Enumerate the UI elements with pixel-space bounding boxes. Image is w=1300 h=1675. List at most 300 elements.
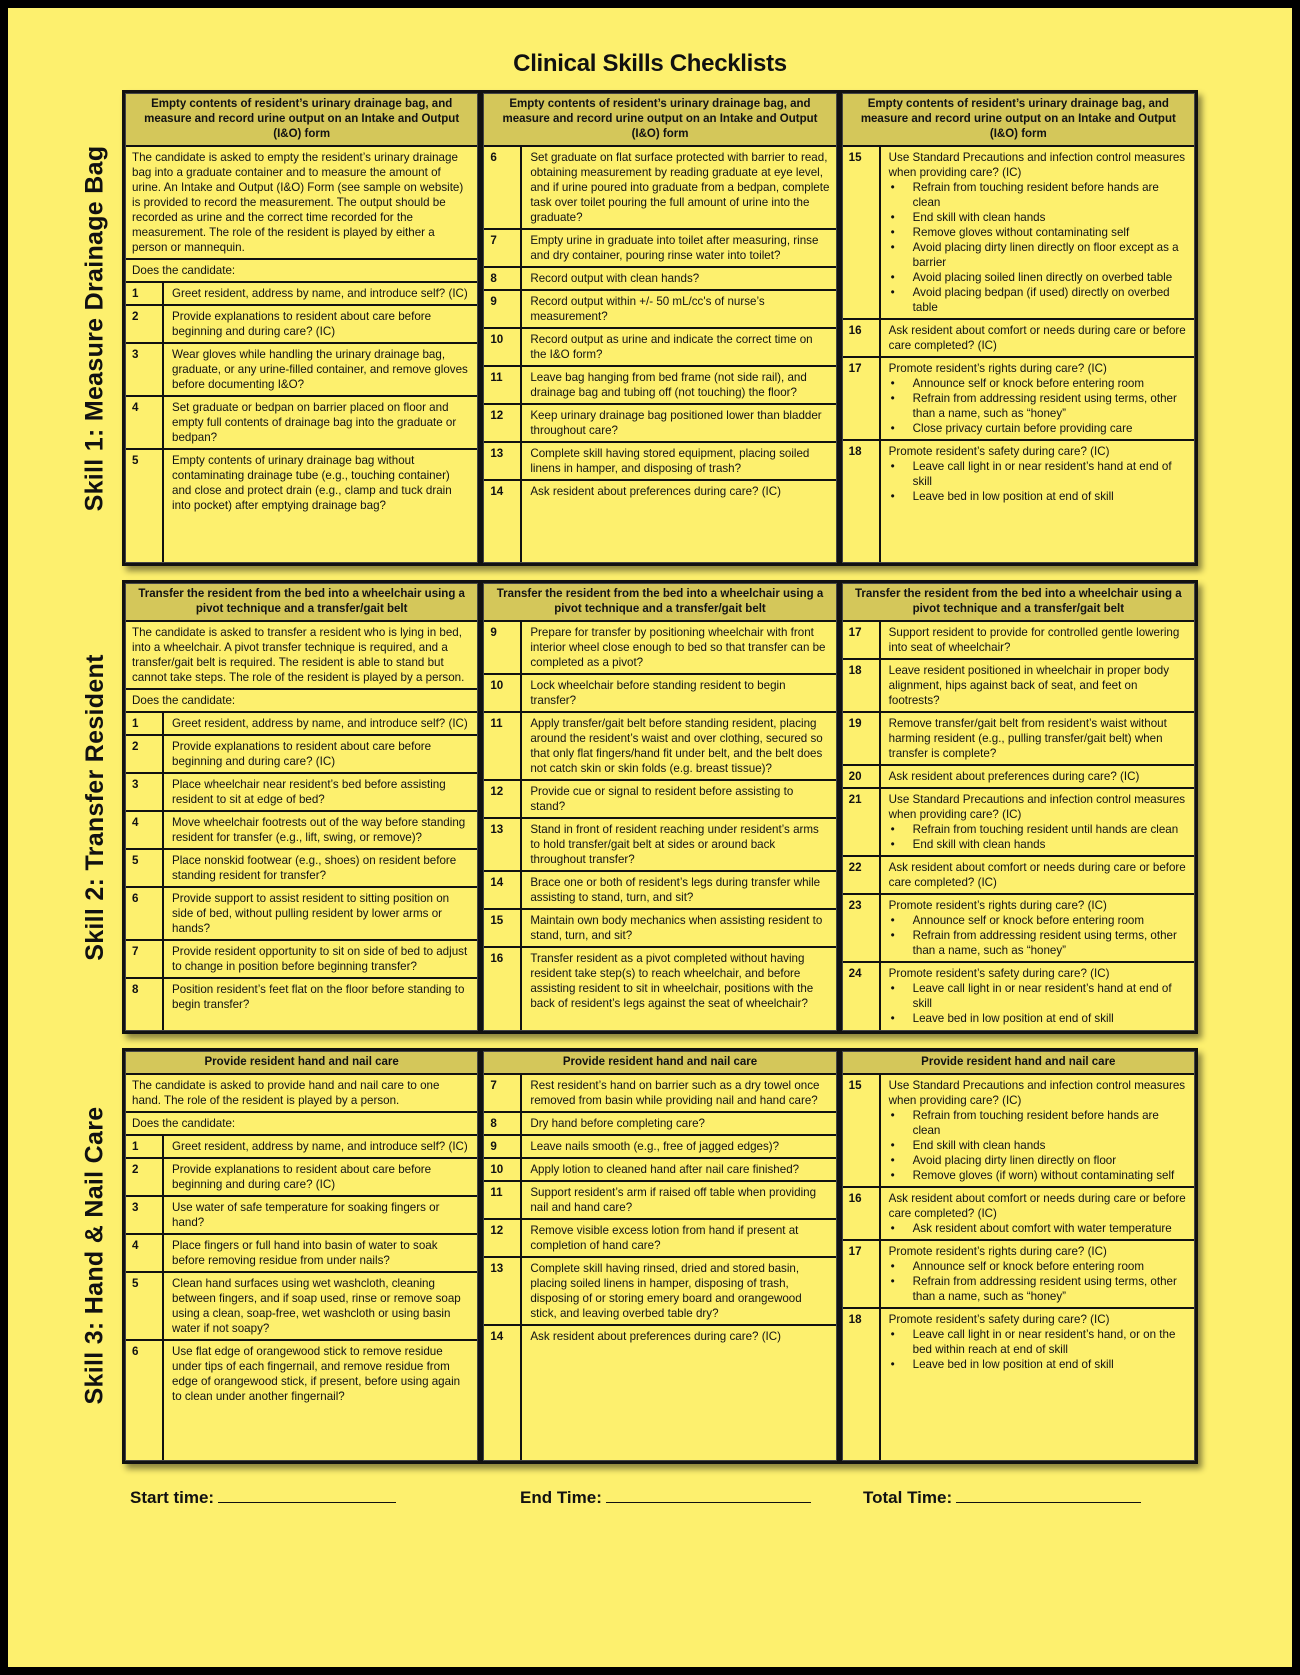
- item-number: 23: [843, 895, 881, 961]
- checklist-item: [126, 713, 477, 736]
- item-number: 13: [484, 819, 522, 870]
- column-header: Transfer the resident from the bed into a wheelchair using a pivot technique and a transfer/gait belt: [126, 584, 477, 622]
- checklist-item: [126, 736, 477, 774]
- item-number: 16: [843, 320, 881, 356]
- item-text: Greet resident, address by name, and introduce self? (IC): [172, 717, 468, 730]
- skill-intro: The candidate is asked to empty the resident’s urinary drainage bag into a graduate container and to measure the amount of urine. An Intake and Output (I&O) Form (see sample on website) is provided to record the measurement. The output should be recorded as urine and the correct time recorded for the measurement. The role of the resident is played by either a person or mannequin.: [126, 147, 477, 260]
- item-text-cell: [522, 675, 835, 711]
- item-number: 2: [126, 736, 164, 772]
- checklist-item: [484, 1136, 835, 1159]
- item-number: 15: [484, 910, 522, 946]
- item-text: Ask resident about preferences during care? (IC): [888, 770, 1140, 783]
- checklist-item: [126, 1341, 477, 1460]
- start-time-line[interactable]: [218, 1488, 396, 1503]
- item-text: Transfer resident as a pivot completed without having resident take step(s) to reach wheelchair, and before assisting resident to sit in wheelchair, positions with the back of resident’s legs against the seat of wheelchair?: [530, 952, 814, 1010]
- sub-criteria-list: [889, 180, 1188, 315]
- item-number: 1: [126, 1136, 164, 1157]
- does-candidate-label: Does the candidate:: [126, 1113, 477, 1136]
- checklist-item: [126, 1159, 477, 1197]
- sub-criterion: • Refrain from addressing resident using terms, other than a name, such as “honey”: [889, 1274, 1188, 1304]
- item-text: Brace one or both of resident’s legs during transfer while assisting to stand, turn, and sit?: [530, 876, 821, 904]
- sub-criteria-list: [889, 1327, 1188, 1372]
- item-number: 13: [484, 443, 522, 479]
- item-text: Use flat edge of orangewood stick to remove residue under tips of each fingernail, and remove residue from edge of orangewood stick, if present, before using again to clean under another fingernail?: [172, 1345, 461, 1403]
- item-text: Leave bag hanging from bed frame (not side rail), and drainage bag and tubing off (not touching) the floor?: [530, 371, 807, 399]
- checklist-item: [843, 441, 1194, 562]
- sub-criterion: • Avoid placing soiled linen directly on overbed table: [889, 270, 1188, 285]
- checklist-item: [843, 895, 1194, 963]
- sub-criterion: • Avoid placing bedpan (if used) directly on overbed table: [889, 285, 1188, 315]
- item-text: Use Standard Precautions and infection control measures when providing care? (IC): [888, 1079, 1186, 1107]
- item-text-cell: [881, 766, 1194, 787]
- item-text-cell: [881, 622, 1194, 658]
- item-text-cell: [164, 736, 477, 772]
- item-text-cell: [881, 441, 1194, 562]
- item-text: Empty contents of urinary drainage bag without contaminating drainage tube (e.g., touching container) and close and protect drain (e.g., clamp and tuck drain into pocket) after emptying drainage bag?: [172, 454, 452, 512]
- sub-criterion: • Ask resident about comfort with water temperature: [889, 1221, 1188, 1236]
- checklist-item: [126, 941, 477, 979]
- item-text-cell: [164, 344, 477, 395]
- item-number: 17: [843, 1241, 881, 1307]
- item-number: 15: [843, 147, 881, 318]
- item-text: Complete skill having rinsed, dried and stored basin, placing soiled linens in hamper, disposing of trash, disposing of or storing emery board and orangewood stick, and leaving overbed table dry?: [530, 1262, 802, 1320]
- checklist-item: [484, 819, 835, 872]
- item-number: 18: [843, 441, 881, 562]
- column-header: Transfer the resident from the bed into a wheelchair using a pivot technique and a transfer/gait belt: [484, 584, 835, 622]
- column-header: Provide resident hand and nail care: [126, 1052, 477, 1075]
- item-text-cell: [522, 405, 835, 441]
- checklist-item: [843, 857, 1194, 895]
- item-text: Place fingers or full hand into basin of water to soak before removing residue from under nails?: [172, 1239, 438, 1267]
- item-text-cell: [522, 443, 835, 479]
- skill-1-table: [122, 90, 1198, 566]
- item-text-cell: [522, 329, 835, 365]
- start-time-label: Start time:: [130, 1488, 215, 1507]
- skill-2-column-3: [842, 583, 1195, 1031]
- item-text-cell: [164, 888, 477, 939]
- item-number: 16: [484, 948, 522, 1030]
- checklist-item: [843, 766, 1194, 789]
- item-text-cell: [522, 948, 835, 1030]
- item-text-cell: [164, 1235, 477, 1271]
- item-text: Promote resident’s safety during care? (IC): [888, 1313, 1110, 1326]
- checklist-item: [484, 481, 835, 562]
- item-text: Maintain own body mechanics when assisting resident to stand, turn, and sit?: [530, 914, 823, 942]
- total-time-line[interactable]: [956, 1488, 1141, 1503]
- item-text-cell: [522, 367, 835, 403]
- item-text-cell: [164, 1273, 477, 1339]
- item-text-cell: [522, 1159, 835, 1180]
- skill-3-column-1: [125, 1051, 478, 1461]
- item-text: Rest resident’s hand on barrier such as a dry towel once removed from basin while providing nail and hand care?: [530, 1079, 820, 1107]
- checklist-item: [484, 1220, 835, 1258]
- item-text: Stand in front of resident reaching under resident’s arms to hold transfer/gait belt at sides or around back throughout transfer?: [530, 823, 819, 866]
- sub-criterion: • Leave call light in or near resident’s hand at end of skill: [889, 459, 1188, 489]
- item-text-cell: [164, 850, 477, 886]
- checklist-item: [484, 1075, 835, 1113]
- item-text: Record output as urine and indicate the correct time on the I&O form?: [530, 333, 813, 361]
- item-text: Remove transfer/gait belt from resident’s waist without harming resident (e.g., pulling transfer/gait belt) when transfer is complete?: [888, 717, 1167, 760]
- checklist-item: [484, 622, 835, 675]
- sub-criterion: • Refrain from addressing resident using terms, other than a name, such as “honey”: [889, 391, 1188, 421]
- item-text-cell: [164, 283, 477, 304]
- sub-criteria-list: [889, 1221, 1188, 1236]
- item-number: 11: [484, 367, 522, 403]
- item-number: 14: [484, 481, 522, 562]
- item-number: 1: [126, 713, 164, 734]
- item-text: Support resident to provide for controlled gentle lowering into seat of wheelchair?: [888, 626, 1180, 654]
- item-text: Promote resident’s rights during care? (IC): [888, 899, 1107, 912]
- does-candidate-label: Does the candidate:: [126, 260, 477, 283]
- checklist-page: [8, 8, 1292, 1667]
- item-text: Support resident’s arm if raised off table when providing nail and hand care?: [530, 1186, 817, 1214]
- checklist-item: [484, 1159, 835, 1182]
- checklist-item: [484, 910, 835, 948]
- item-number: 15: [843, 1075, 881, 1186]
- sub-criterion: • Close privacy curtain before providing care: [889, 421, 1188, 436]
- item-text-cell: [522, 1220, 835, 1256]
- checklist-item: [126, 397, 477, 450]
- end-time-label: End Time:: [520, 1488, 602, 1507]
- item-text-cell: [522, 291, 835, 327]
- checklist-item: [843, 789, 1194, 857]
- item-text-cell: [881, 1075, 1194, 1186]
- item-text-cell: [164, 1197, 477, 1233]
- item-number: 9: [484, 622, 522, 673]
- item-number: 18: [843, 660, 881, 711]
- item-number: 8: [484, 1113, 522, 1134]
- item-text-cell: [522, 622, 835, 673]
- column-header: Transfer the resident from the bed into a wheelchair using a pivot technique and a transfer/gait belt: [843, 584, 1194, 622]
- checklist-item: [126, 1136, 477, 1159]
- item-text-cell: [522, 819, 835, 870]
- checklist-item: [484, 367, 835, 405]
- sub-criterion: • End skill with clean hands: [889, 837, 1188, 852]
- skill-2-column-1: [125, 583, 478, 1031]
- skill-3-label: Skill 3: Hand & Nail Care: [80, 1106, 109, 1404]
- checklist-item: [484, 713, 835, 781]
- total-time-field[interactable]: [863, 1488, 1141, 1508]
- item-number: 11: [484, 713, 522, 779]
- item-text-cell: [164, 306, 477, 342]
- item-text: Use Standard Precautions and infection control measures when providing care? (IC): [888, 151, 1186, 179]
- item-number: 14: [484, 872, 522, 908]
- checklist-item: [126, 888, 477, 941]
- checklist-item: [484, 268, 835, 291]
- checklist-item: [484, 443, 835, 481]
- checklist-item: [126, 979, 477, 1030]
- skill-3-column-3: [842, 1051, 1195, 1461]
- checklist-item: [843, 1309, 1194, 1460]
- item-text: Apply lotion to cleaned hand after nail care finished?: [530, 1163, 800, 1176]
- item-number: 16: [843, 1188, 881, 1239]
- checklist-item: [126, 283, 477, 306]
- item-text-cell: [522, 1075, 835, 1111]
- column-header: Provide resident hand and nail care: [843, 1052, 1194, 1075]
- item-text-cell: [164, 812, 477, 848]
- item-text-cell: [881, 713, 1194, 764]
- item-number: 5: [126, 850, 164, 886]
- end-time-field[interactable]: [520, 1488, 811, 1508]
- item-text-cell: [881, 1188, 1194, 1239]
- item-number: 21: [843, 789, 881, 855]
- item-number: 2: [126, 1159, 164, 1195]
- column-header: Empty contents of resident’s urinary drainage bag, and measure and record urine output on an Intake and Output (I&O) form: [126, 94, 477, 147]
- item-text-cell: [881, 895, 1194, 961]
- item-text-cell: [164, 941, 477, 977]
- item-number: 10: [484, 329, 522, 365]
- item-text: Ask resident about comfort or needs during care or before care completed? (IC): [888, 861, 1186, 889]
- item-text-cell: [164, 1341, 477, 1460]
- sub-criterion: • Announce self or knock before entering room: [889, 1259, 1188, 1274]
- sub-criterion: • End skill with clean hands: [889, 1138, 1188, 1153]
- item-text-cell: [522, 1136, 835, 1157]
- item-text: Remove visible excess lotion from hand if present at completion of hand care?: [530, 1224, 799, 1252]
- item-text-cell: [522, 872, 835, 908]
- sub-criterion: • Avoid placing dirty linen directly on floor: [889, 1153, 1188, 1168]
- checklist-item: [843, 622, 1194, 660]
- skill-2-label: Skill 2: Transfer Resident: [80, 653, 109, 961]
- item-text-cell: [164, 397, 477, 448]
- checklist-item: [126, 774, 477, 812]
- item-text: Leave resident positioned in wheelchair in proper body alignment, hips against back of seat, and feet on footrests?: [888, 664, 1170, 707]
- sub-criteria-list: [889, 1259, 1188, 1304]
- checklist-item: [843, 1241, 1194, 1309]
- item-text-cell: [164, 1159, 477, 1195]
- item-text: Provide resident opportunity to sit on side of bed to adjust to change in position before beginning transfer?: [172, 945, 468, 973]
- item-text: Prepare for transfer by positioning wheelchair with front interior wheel close enough to bed so that transfer can be completed as a pivot?: [530, 626, 826, 669]
- skill-1-column-2: [483, 93, 836, 563]
- sub-criterion: • Leave call light in or near resident’s hand, or on the bed within reach at end of skill: [889, 1327, 1188, 1357]
- sub-criterion: • Announce self or knock before entering room: [889, 376, 1188, 391]
- item-number: 7: [126, 941, 164, 977]
- item-text: Promote resident’s safety during care? (IC): [888, 967, 1110, 980]
- item-text: Use water of safe temperature for soaking fingers or hand?: [172, 1201, 440, 1229]
- item-number: 14: [484, 1326, 522, 1460]
- column-header: Provide resident hand and nail care: [484, 1052, 835, 1075]
- item-text: Place wheelchair near resident’s bed before assisting resident to sit at edge of bed?: [172, 778, 446, 806]
- item-text: Provide support to assist resident to sitting position on side of bed, without pulling resident by lower arms or hands?: [172, 892, 450, 935]
- checklist-item: [484, 1113, 835, 1136]
- item-text: Record output with clean hands?: [530, 272, 700, 285]
- item-number: 20: [843, 766, 881, 787]
- item-text-cell: [522, 910, 835, 946]
- checklist-item: [126, 812, 477, 850]
- sub-criterion: • Leave bed in low position at end of skill: [889, 1011, 1188, 1026]
- item-text-cell: [164, 979, 477, 1030]
- item-number: 3: [126, 344, 164, 395]
- item-text: Provide cue or signal to resident before assisting to stand?: [530, 785, 794, 813]
- item-text: Lock wheelchair before standing resident to begin transfer?: [530, 679, 786, 707]
- checklist-item: [843, 660, 1194, 713]
- item-number: 2: [126, 306, 164, 342]
- sub-criterion: • Remove gloves without contaminating self: [889, 225, 1188, 240]
- item-text-cell: [881, 660, 1194, 711]
- item-text: Leave nails smooth (e.g., free of jagged edges)?: [530, 1140, 780, 1153]
- checklist-item: [126, 1235, 477, 1273]
- sub-criterion: • Leave call light in or near resident’s hand at end of skill: [889, 981, 1188, 1011]
- item-number: 12: [484, 405, 522, 441]
- item-number: 19: [843, 713, 881, 764]
- checklist-item: [126, 344, 477, 397]
- item-number: 5: [126, 450, 164, 562]
- skill-2-column-2: [483, 583, 836, 1031]
- item-number: 6: [126, 888, 164, 939]
- item-text: Promote resident’s rights during care? (IC): [888, 1245, 1107, 1258]
- checklist-item: [126, 450, 477, 562]
- checklist-item: [484, 948, 835, 1030]
- item-text-cell: [881, 789, 1194, 855]
- sub-criterion: • Leave bed in low position at end of skill: [889, 489, 1188, 504]
- checklist-item: [484, 872, 835, 910]
- item-text: Greet resident, address by name, and introduce self? (IC): [172, 1140, 468, 1153]
- item-text: Clean hand surfaces using wet washcloth, cleaning between fingers, and if soap used, rinse or remove soap using a clean, soap-free, wet washcloth or using basin water if not soapy?: [172, 1277, 461, 1335]
- item-text: Ask resident about preferences during care? (IC): [530, 485, 782, 498]
- end-time-line[interactable]: [606, 1488, 811, 1503]
- checklist-item: [126, 1197, 477, 1235]
- checklist-item: [843, 320, 1194, 358]
- checklist-item: [843, 147, 1194, 320]
- item-text-cell: [881, 1309, 1194, 1460]
- item-text: Place nonskid footwear (e.g., shoes) on resident before standing resident for transfer?: [172, 854, 457, 882]
- sub-criteria-list: [889, 822, 1188, 852]
- item-text: Provide explanations to resident about care before beginning and during care? (IC): [172, 740, 432, 768]
- item-number: 10: [484, 1159, 522, 1180]
- skill-3-column-2: [483, 1051, 836, 1461]
- item-number: 3: [126, 774, 164, 810]
- item-text: Use Standard Precautions and infection control measures when providing care? (IC): [888, 793, 1186, 821]
- total-time-label: Total Time:: [863, 1488, 953, 1507]
- item-text: Promote resident’s safety during care? (IC): [888, 445, 1110, 458]
- item-number: 17: [843, 622, 881, 658]
- start-time-field[interactable]: [130, 1488, 396, 1508]
- item-number: 9: [484, 1136, 522, 1157]
- item-text-cell: [522, 1258, 835, 1324]
- sub-criterion: • Announce self or knock before entering room: [889, 913, 1188, 928]
- item-number: 12: [484, 1220, 522, 1256]
- sub-criteria-list: [889, 981, 1188, 1026]
- skill-1-column-3: [842, 93, 1195, 563]
- item-number: 4: [126, 397, 164, 448]
- item-text: Position resident’s feet flat on the floor before standing to begin transfer?: [172, 983, 465, 1011]
- item-number: 6: [126, 1341, 164, 1460]
- item-number: 9: [484, 291, 522, 327]
- skill-intro: The candidate is asked to provide hand and nail care to one hand. The role of the resident is played by a person.: [126, 1075, 477, 1113]
- item-number: 8: [126, 979, 164, 1030]
- item-number: 5: [126, 1273, 164, 1339]
- item-number: 6: [484, 147, 522, 228]
- skill-2-table: [122, 580, 1198, 1034]
- item-number: 17: [843, 358, 881, 439]
- checklist-item: [484, 147, 835, 230]
- checklist-item: [126, 306, 477, 344]
- sub-criteria-list: [889, 376, 1188, 436]
- checklist-item: [484, 1258, 835, 1326]
- item-number: 4: [126, 812, 164, 848]
- item-text: Empty urine in graduate into toilet after measuring, rinse and dry container, pouring rinse water into toilet?: [530, 234, 819, 262]
- checklist-item: [843, 1075, 1194, 1188]
- checklist-item: [126, 1273, 477, 1341]
- checklist-item: [843, 358, 1194, 441]
- item-text: Set graduate or bedpan on barrier placed on floor and empty full contents of drainage bag into the graduate or bedpan?: [172, 401, 457, 444]
- sub-criterion: • Refrain from touching resident before hands are clean: [889, 180, 1188, 210]
- item-text: Ask resident about comfort or needs during care or before care completed? (IC): [888, 1192, 1186, 1220]
- item-text: Provide explanations to resident about care before beginning and during care? (IC): [172, 310, 432, 338]
- column-header: Empty contents of resident’s urinary drainage bag, and measure and record urine output on an Intake and Output (I&O) form: [484, 94, 835, 147]
- sub-criterion: • Refrain from addressing resident using terms, other than a name, such as “honey”: [889, 928, 1188, 958]
- item-text-cell: [881, 857, 1194, 893]
- item-number: 4: [126, 1235, 164, 1271]
- item-text-cell: [522, 781, 835, 817]
- item-text: Greet resident, address by name, and introduce self? (IC): [172, 287, 468, 300]
- item-text: Complete skill having stored equipment, placing soiled linens in hamper, and disposing of trash?: [530, 447, 810, 475]
- item-text-cell: [522, 481, 835, 562]
- checklist-item: [843, 963, 1194, 1030]
- checklist-item: [843, 1188, 1194, 1241]
- sub-criterion: • End skill with clean hands: [889, 210, 1188, 225]
- checklist-item: [484, 230, 835, 268]
- item-number: 7: [484, 1075, 522, 1111]
- sub-criterion: • Avoid placing dirty linen directly on floor except as a barrier: [889, 240, 1188, 270]
- sub-criterion: • Refrain from touching resident until hands are clean: [889, 822, 1188, 837]
- item-text-cell: [881, 147, 1194, 318]
- item-text: Promote resident’s rights during care? (IC): [888, 362, 1107, 375]
- sub-criteria-list: [889, 1108, 1188, 1183]
- item-text: Move wheelchair footrests out of the way before standing resident for transfer (e.g., lift, swing, or remove)?: [172, 816, 466, 844]
- item-text-cell: [164, 774, 477, 810]
- item-text-cell: [522, 1182, 835, 1218]
- sub-criteria-list: [889, 459, 1188, 504]
- item-number: 1: [126, 283, 164, 304]
- item-text-cell: [522, 230, 835, 266]
- item-number: 10: [484, 675, 522, 711]
- item-text-cell: [881, 1241, 1194, 1307]
- checklist-item: [843, 713, 1194, 766]
- item-number: 7: [484, 230, 522, 266]
- item-text: Apply transfer/gait belt before standing resident, placing around the resident’s waist and over clothing, secured so that only flat fingers/hand fit under belt, and the belt does not catch skin or skin folds (e.g. breast tissue)?: [530, 717, 823, 775]
- page-title: Clinical Skills Checklists: [513, 50, 787, 77]
- skill-1-column-1: [125, 93, 478, 563]
- item-text-cell: [881, 358, 1194, 439]
- item-text: Set graduate on flat surface protected with barrier to read, obtaining measurement by reading graduate at eye level, and if urine poured into graduate from a bedpan, complete task over toilet pouring the full amount of urine into the graduate?: [530, 151, 830, 224]
- checklist-item: [484, 329, 835, 367]
- item-number: 3: [126, 1197, 164, 1233]
- skill-3-table: [122, 1048, 1198, 1464]
- checklist-item: [126, 850, 477, 888]
- item-text-cell: [522, 1113, 835, 1134]
- item-text-cell: [164, 450, 477, 562]
- checklist-item: [484, 1326, 835, 1460]
- item-text: Wear gloves while handling the urinary drainage bag, graduate, or any urine-filled container, and remove gloves before documenting I&O?: [172, 348, 468, 391]
- does-candidate-label: Does the candidate:: [126, 690, 477, 713]
- item-number: 11: [484, 1182, 522, 1218]
- skill-1-label: Skill 1: Measure Drainage Bag: [80, 145, 109, 511]
- item-text: Ask resident about comfort or needs during care or before care completed? (IC): [888, 324, 1186, 352]
- item-text: Ask resident about preferences during care? (IC): [530, 1330, 782, 1343]
- sub-criterion: • Remove gloves (if worn) without contaminating self: [889, 1168, 1188, 1183]
- item-number: 18: [843, 1309, 881, 1460]
- item-text-cell: [522, 147, 835, 228]
- item-text-cell: [522, 1326, 835, 1460]
- column-header: Empty contents of resident’s urinary drainage bag, and measure and record urine output on an Intake and Output (I&O) form: [843, 94, 1194, 147]
- item-text-cell: [164, 1136, 477, 1157]
- item-text: Provide explanations to resident about care before beginning and during care? (IC): [172, 1163, 432, 1191]
- checklist-item: [484, 675, 835, 713]
- item-number: 24: [843, 963, 881, 1030]
- item-text-cell: [881, 320, 1194, 356]
- checklist-item: [484, 781, 835, 819]
- checklist-item: [484, 291, 835, 329]
